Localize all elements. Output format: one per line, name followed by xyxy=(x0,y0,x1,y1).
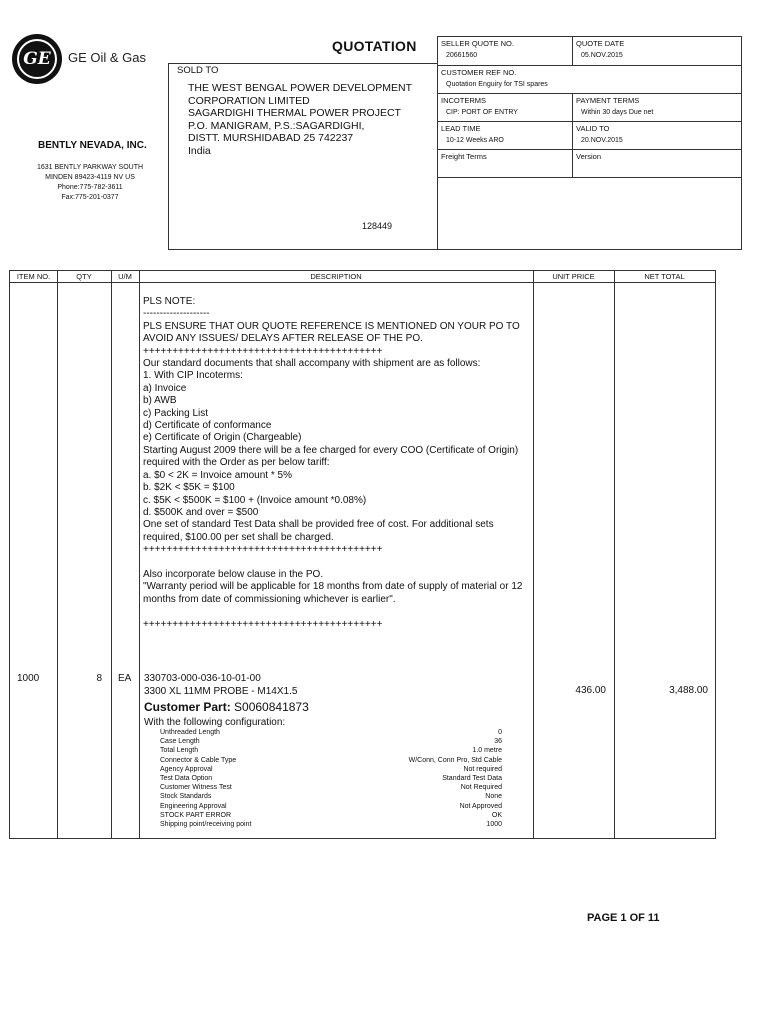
config-key: STOCK PART ERROR xyxy=(160,811,232,819)
valid-to-value: 20.NOV.2015 xyxy=(581,137,623,144)
customer-part-value: S0060841873 xyxy=(234,700,309,714)
configuration-intro: With the following configuration: xyxy=(144,717,286,728)
note-line: +++++++++++++++++++++++++++++++++++++++++ xyxy=(143,544,383,556)
config-row xyxy=(160,792,502,801)
note-line: +++++++++++++++++++++++++++++++++++++++++ xyxy=(143,345,383,357)
customer-ref-label: CUSTOMER REF NO. xyxy=(441,68,517,77)
item-part-number: 330703-000-036-10-01-00 xyxy=(144,673,261,684)
seller-quote-no-value: 20661560 xyxy=(446,52,478,59)
ge-logo-monogram: GE xyxy=(17,39,57,79)
column-divider xyxy=(111,271,112,838)
vendor-fax: Fax:775-201-0377 xyxy=(61,194,119,201)
sold-to-address xyxy=(188,82,412,157)
config-key: Shipping point/receiving point xyxy=(160,821,252,829)
config-key: Stock Standards xyxy=(160,793,212,801)
incoterms-value: CIP: PORT OF ENTRY xyxy=(446,109,518,116)
quote-date-value: 05.NOV.2015 xyxy=(581,52,623,59)
note-line: d. $500K and over = $500 xyxy=(143,506,259,518)
customer-ref-cell xyxy=(438,66,741,94)
note-line: a. $0 < 2K = Invoice amount * 5% xyxy=(143,469,292,481)
sold-to-label: SOLD TO xyxy=(177,65,219,76)
header-description: DESCRIPTION xyxy=(310,272,362,281)
note-line: c) Packing List xyxy=(143,407,209,419)
sold-to-line: SAGARDIGHI THERMAL POWER PROJECT xyxy=(188,107,401,119)
payment-terms-label: PAYMENT TERMS xyxy=(576,96,640,105)
note-line: months from date of commissioning whichever is earlier". xyxy=(143,593,396,605)
note-line: required, $100.00 per set shall be charged. xyxy=(143,531,334,543)
note-line xyxy=(143,606,528,618)
note-line: required with the Order as per below tariff: xyxy=(143,457,330,469)
note-line: c. $5K < $500K = $100 + (Invoice amount *0.08%) xyxy=(143,494,367,506)
config-row xyxy=(160,756,502,765)
incoterms-label: INCOTERMS xyxy=(441,96,486,105)
vendor-address-line: 1631 BENTLY PARKWAY SOUTH xyxy=(36,164,144,171)
vendor-phone: Phone:775-782-3611 xyxy=(57,184,123,191)
incoterms-cell xyxy=(438,94,573,122)
note-line: One set of standard Test Data shall be provided free of cost. For additional sets xyxy=(143,519,494,531)
sold-to-line: P.O. MANIGRAM, P.S.:SAGARDIGHI, xyxy=(188,119,365,132)
version-label: Version xyxy=(576,152,602,161)
config-key: Agency Approval xyxy=(160,765,213,773)
config-key: Engineering Approval xyxy=(160,802,227,810)
table-header-divider xyxy=(10,282,715,283)
config-key: Total Length xyxy=(160,747,199,755)
config-row xyxy=(160,737,502,746)
column-divider xyxy=(614,271,615,838)
config-value: 0 xyxy=(498,729,502,736)
config-row xyxy=(160,728,502,737)
config-value: 1.0 metre xyxy=(472,747,502,755)
brand-name: GE Oil & Gas xyxy=(68,50,147,65)
document-title: QUOTATION xyxy=(332,38,417,54)
item-part-description: 3300 XL 11MM PROBE - M14X1.5 xyxy=(144,686,298,697)
note-line: d) Certificate of conformance xyxy=(143,420,272,432)
vendor-name: BENTLY NEVADA, INC. xyxy=(38,140,147,151)
item-quantity: 8 xyxy=(96,673,102,684)
config-value: Not required xyxy=(463,765,502,773)
note-line: Starting August 2009 there will be a fee charged for every COO (Certificate of Origin) xyxy=(143,444,519,456)
config-row xyxy=(160,765,502,774)
customer-part-label: Customer Part: xyxy=(144,700,231,714)
note-line: PLS ENSURE THAT OUR QUOTE REFERENCE IS MENTIONED ON YOUR PO TO xyxy=(143,320,520,332)
item-net-total: 3,488.00 xyxy=(669,685,708,696)
seller-quote-no-label: SELLER QUOTE NO. xyxy=(441,39,514,48)
note-line: b) AWB xyxy=(143,395,177,407)
lead-time-label: LEAD TIME xyxy=(441,124,481,133)
note-line: Our standard documents that shall accompany with shipment are as follows: xyxy=(143,358,481,370)
payment-terms-value: Within 30 days Due net xyxy=(581,109,654,116)
lead-time-value: 10-12 Weeks ARO xyxy=(446,137,504,144)
valid-to-cell xyxy=(573,122,741,150)
config-value: None xyxy=(485,793,502,801)
config-value: 36 xyxy=(494,738,502,746)
config-row xyxy=(160,820,502,829)
config-value: Standard Test Data xyxy=(442,775,502,783)
config-row xyxy=(160,811,502,820)
vendor-address xyxy=(20,163,160,203)
lead-time-cell xyxy=(438,122,573,150)
customer-part xyxy=(144,700,309,714)
note-line xyxy=(143,557,528,569)
note-line: Also incorporate below clause in the PO. xyxy=(143,568,324,580)
note-line: PLS NOTE: xyxy=(143,296,196,307)
quote-date-cell xyxy=(573,37,741,66)
config-row xyxy=(160,802,502,811)
header-item-no: ITEM NO. xyxy=(16,272,51,281)
quote-header-grid xyxy=(437,36,742,250)
vendor-address-line: MINDEN 89423-4119 NV US xyxy=(45,174,135,181)
config-value: Not Approved xyxy=(459,802,502,810)
config-value: W/Conn, Conn Pro, Std Cable xyxy=(408,756,502,764)
note-line: +++++++++++++++++++++++++++++++++++++++++ xyxy=(143,618,383,630)
header-um: U/M xyxy=(118,272,132,281)
note-line: 1. With CIP Incoterms: xyxy=(143,370,243,382)
config-value: 1000 xyxy=(486,821,502,829)
config-key: Test Data Option xyxy=(160,775,213,783)
header-unit-price: UNIT PRICE xyxy=(552,272,595,281)
sold-to-country: India xyxy=(188,144,211,157)
config-value: OK xyxy=(491,811,502,819)
customer-ref-value: Quotation Enguiry for TSI spares xyxy=(446,81,548,88)
ge-logo xyxy=(12,34,62,84)
note-line: "Warranty period will be applicable for 18 months from date of supply of material or 12 xyxy=(143,581,523,593)
config-row xyxy=(160,783,502,792)
note-line: a) Invoice xyxy=(143,382,187,394)
valid-to-label: VALID TO xyxy=(576,124,610,133)
column-divider xyxy=(533,271,534,838)
sold-to-line: DISTT. MURSHIDABAD 25 742237 xyxy=(188,132,354,144)
item-unit-of-measure: EA xyxy=(118,673,132,684)
sold-to-line: CORPORATION LIMITED xyxy=(188,94,310,107)
config-key: Unthreaded Length xyxy=(160,729,220,736)
note-line: b. $2K < $5K = $100 xyxy=(143,482,235,494)
header-net-total: NET TOTAL xyxy=(644,272,685,281)
freight-terms-cell xyxy=(438,150,573,178)
note-line: AVOID ANY ISSUES/ DELAYS AFTER RELEASE OF THE PO. xyxy=(143,333,423,345)
quote-date-label: QUOTE DATE xyxy=(576,39,625,48)
sold-to-line: THE WEST BENGAL POWER DEVELOPMENT xyxy=(188,82,413,94)
config-key: Customer Witness Test xyxy=(160,784,232,792)
column-divider xyxy=(139,271,140,838)
column-divider xyxy=(57,271,58,838)
payment-terms-cell xyxy=(573,94,741,122)
note-line: -------------------- xyxy=(143,308,210,320)
config-row xyxy=(160,746,502,755)
header-qty: QTY xyxy=(76,272,92,281)
note-line: e) Certificate of Origin (Chargeable) xyxy=(143,432,302,444)
item-unit-price: 436.00 xyxy=(575,685,606,696)
config-row xyxy=(160,774,502,783)
seller-quote-no-cell xyxy=(438,37,573,66)
config-key: Case Length xyxy=(160,738,200,746)
config-key: Connector & Cable Type xyxy=(160,756,237,764)
freight-terms-label: Freight Terms xyxy=(441,152,487,161)
customer-id: 128449 xyxy=(362,221,393,231)
config-value: Not Required xyxy=(460,784,502,792)
version-cell xyxy=(573,150,741,178)
configuration-list xyxy=(160,728,502,829)
description-notes xyxy=(143,296,528,631)
page-number: PAGE 1 OF 11 xyxy=(587,912,660,924)
item-number: 1000 xyxy=(17,673,40,684)
